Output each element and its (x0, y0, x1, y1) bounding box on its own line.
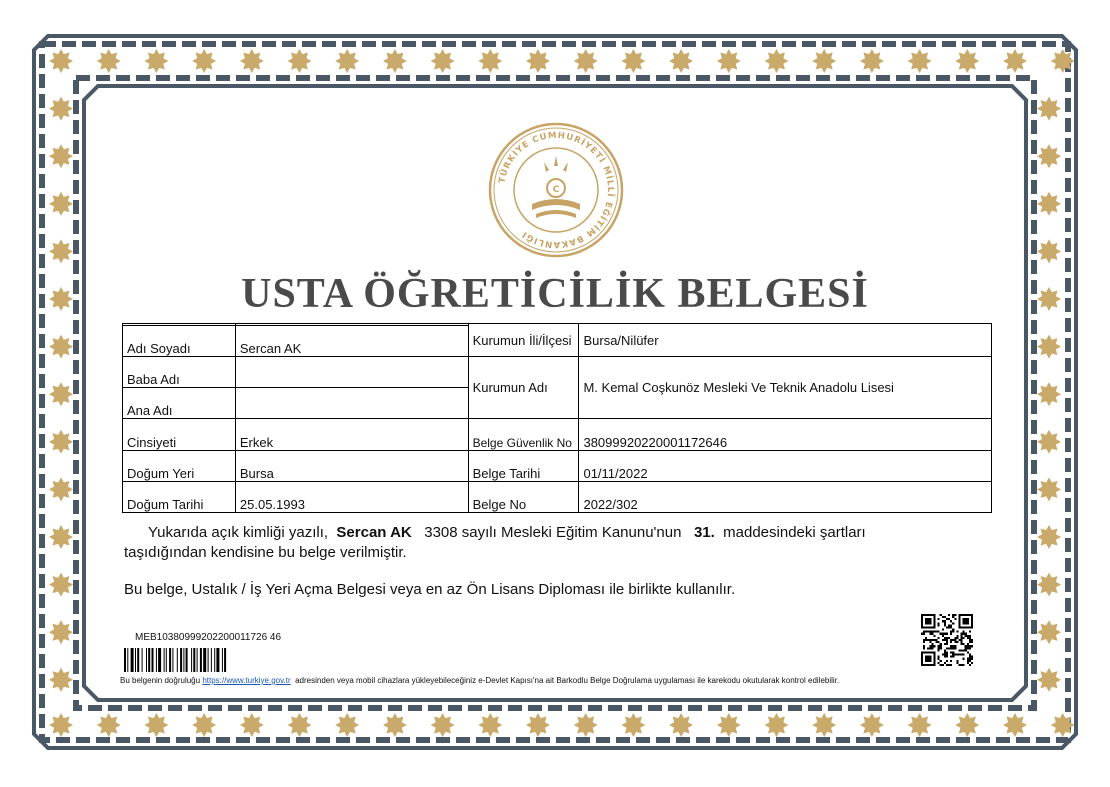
barcode (124, 648, 304, 672)
frame-star (1051, 713, 1075, 737)
value-document-no: 2022/302 (579, 481, 992, 512)
verification-code: MEB10380999202200011726 46 (135, 632, 282, 643)
frame-star (812, 713, 836, 737)
frame-star (1037, 97, 1061, 121)
frame-star (49, 713, 73, 737)
frame-star (49, 239, 73, 263)
frame-star (192, 713, 216, 737)
frame-star (49, 335, 73, 359)
frame-star (1037, 430, 1061, 454)
value-security-no: 38099920220001172646 (579, 419, 992, 450)
label-institution-province: Kurumun İli/İlçesi (468, 324, 579, 357)
frame-star (97, 713, 121, 737)
frame-star (574, 713, 598, 737)
frame-star (478, 713, 502, 737)
label-birth-date: Doğum Tarihi (123, 481, 236, 512)
frame-star (49, 477, 73, 501)
frame-star (49, 97, 73, 121)
article-number: 31. (693, 524, 715, 541)
table-row (123, 450, 992, 481)
table-row (123, 481, 992, 512)
frame-star (383, 713, 407, 737)
turkiye-gov-link[interactable]: https://www.turkiye.gov.tr (202, 676, 291, 685)
frame-star (49, 430, 73, 454)
frame-star (526, 713, 550, 737)
statement-paragraph: Yukarıda açık kimliği yazılı, Sercan AK 3308 sayılı Mesleki Eğitim Kanunu'nun 31. maddesindeki şartları taşıdığından kendisine bu belge verilmiştir. (124, 524, 866, 561)
table-row (123, 419, 992, 450)
frame-star (1037, 382, 1061, 406)
value-name: Sercan AK (235, 325, 468, 356)
frame-star (49, 144, 73, 168)
frame-star (860, 713, 884, 737)
seal-center-text: C (552, 185, 560, 195)
document-title: USTA ÖĞRETİCİLİK BELGESİ (241, 271, 869, 317)
value-birth-date: 25.05.1993 (235, 481, 468, 512)
label-document-date: Belge Tarihi (468, 450, 579, 481)
label-mother-name: Ana Adı (123, 388, 236, 419)
frame-star (1037, 668, 1061, 692)
frame-star (908, 49, 932, 73)
info-table (122, 323, 992, 513)
frame-star (717, 49, 741, 73)
seal-arc-text: TÜRKİYE CUMHURİYETİ MİLLÎ EĞİTİM BAKANLIĞI (497, 130, 616, 250)
frame-star (335, 49, 359, 73)
value-father-name (235, 357, 468, 388)
holder-name: Sercan AK (336, 524, 412, 541)
label-security-no: Belge Güvenlik No (468, 419, 579, 450)
frame-star (240, 713, 264, 737)
frame-star (621, 713, 645, 737)
label-name: Adı Soyadı (123, 325, 236, 356)
frame-star (240, 49, 264, 73)
frame-star (431, 713, 455, 737)
frame-star (669, 49, 693, 73)
verification-footer: Bu belgenin doğruluğu https://www.turkiye.gov.tr adresinden veya mobil cihazlara yükleyebileceğiniz e-Devlet Kapısı'na ait Barkodlu Belge Doğrulama uygulaması ile karekodu okutularak kontrol edilebilir. (120, 676, 840, 685)
value-document-date: 01/11/2022 (579, 450, 992, 481)
frame-star (1037, 144, 1061, 168)
frame-star (288, 713, 312, 737)
frame-star (908, 713, 932, 737)
value-institution-name: M. Kemal Coşkunöz Mesleki Ve Teknik Anadolu Lisesi (579, 357, 992, 419)
label-gender: Cinsiyeti (123, 419, 236, 450)
frame-star (49, 620, 73, 644)
frame-star (478, 49, 502, 73)
qr-code (921, 614, 973, 666)
frame-star (717, 713, 741, 737)
frame-star (49, 192, 73, 216)
value-institution-province: Bursa/Nilüfer (579, 324, 992, 357)
frame-star (955, 713, 979, 737)
frame-star (860, 49, 884, 73)
value-mother-name (235, 388, 468, 419)
frame-star (765, 49, 789, 73)
label-institution-name: Kurumun Adı (468, 357, 579, 419)
frame-star (1003, 49, 1027, 73)
frame-star (812, 49, 836, 73)
frame-star (431, 49, 455, 73)
usage-note: Bu belge, Ustalık / İş Yeri Açma Belgesi veya en az Ön Lisans Diploması ile birlikte kullanılır. (124, 581, 736, 598)
frame-star (383, 49, 407, 73)
frame-star (49, 525, 73, 549)
frame-star (669, 713, 693, 737)
frame-star (1003, 713, 1027, 737)
frame-star (765, 713, 789, 737)
frame-star (335, 713, 359, 737)
frame-star (1037, 620, 1061, 644)
frame-star (955, 49, 979, 73)
frame-star (288, 49, 312, 73)
frame-star (1037, 192, 1061, 216)
frame-star (49, 668, 73, 692)
frame-star (144, 49, 168, 73)
frame-star (1051, 49, 1075, 73)
frame-star (144, 713, 168, 737)
frame-star (49, 382, 73, 406)
frame-star (1037, 525, 1061, 549)
frame-star (621, 49, 645, 73)
frame-star (97, 49, 121, 73)
table-row (123, 357, 992, 388)
frame-star (192, 49, 216, 73)
ministry-seal-logo (488, 122, 624, 258)
frame-star (49, 49, 73, 73)
frame-star (1037, 239, 1061, 263)
label-document-no: Belge No (468, 481, 579, 512)
value-gender: Erkek (235, 419, 468, 450)
label-birth-place: Doğum Yeri (123, 450, 236, 481)
frame-star (526, 49, 550, 73)
value-birth-place: Bursa (235, 450, 468, 481)
frame-star (1037, 335, 1061, 359)
frame-star (49, 573, 73, 597)
frame-star (1037, 573, 1061, 597)
frame-star (1037, 477, 1061, 501)
frame-star (574, 49, 598, 73)
label-father-name: Baba Adı (123, 357, 236, 388)
